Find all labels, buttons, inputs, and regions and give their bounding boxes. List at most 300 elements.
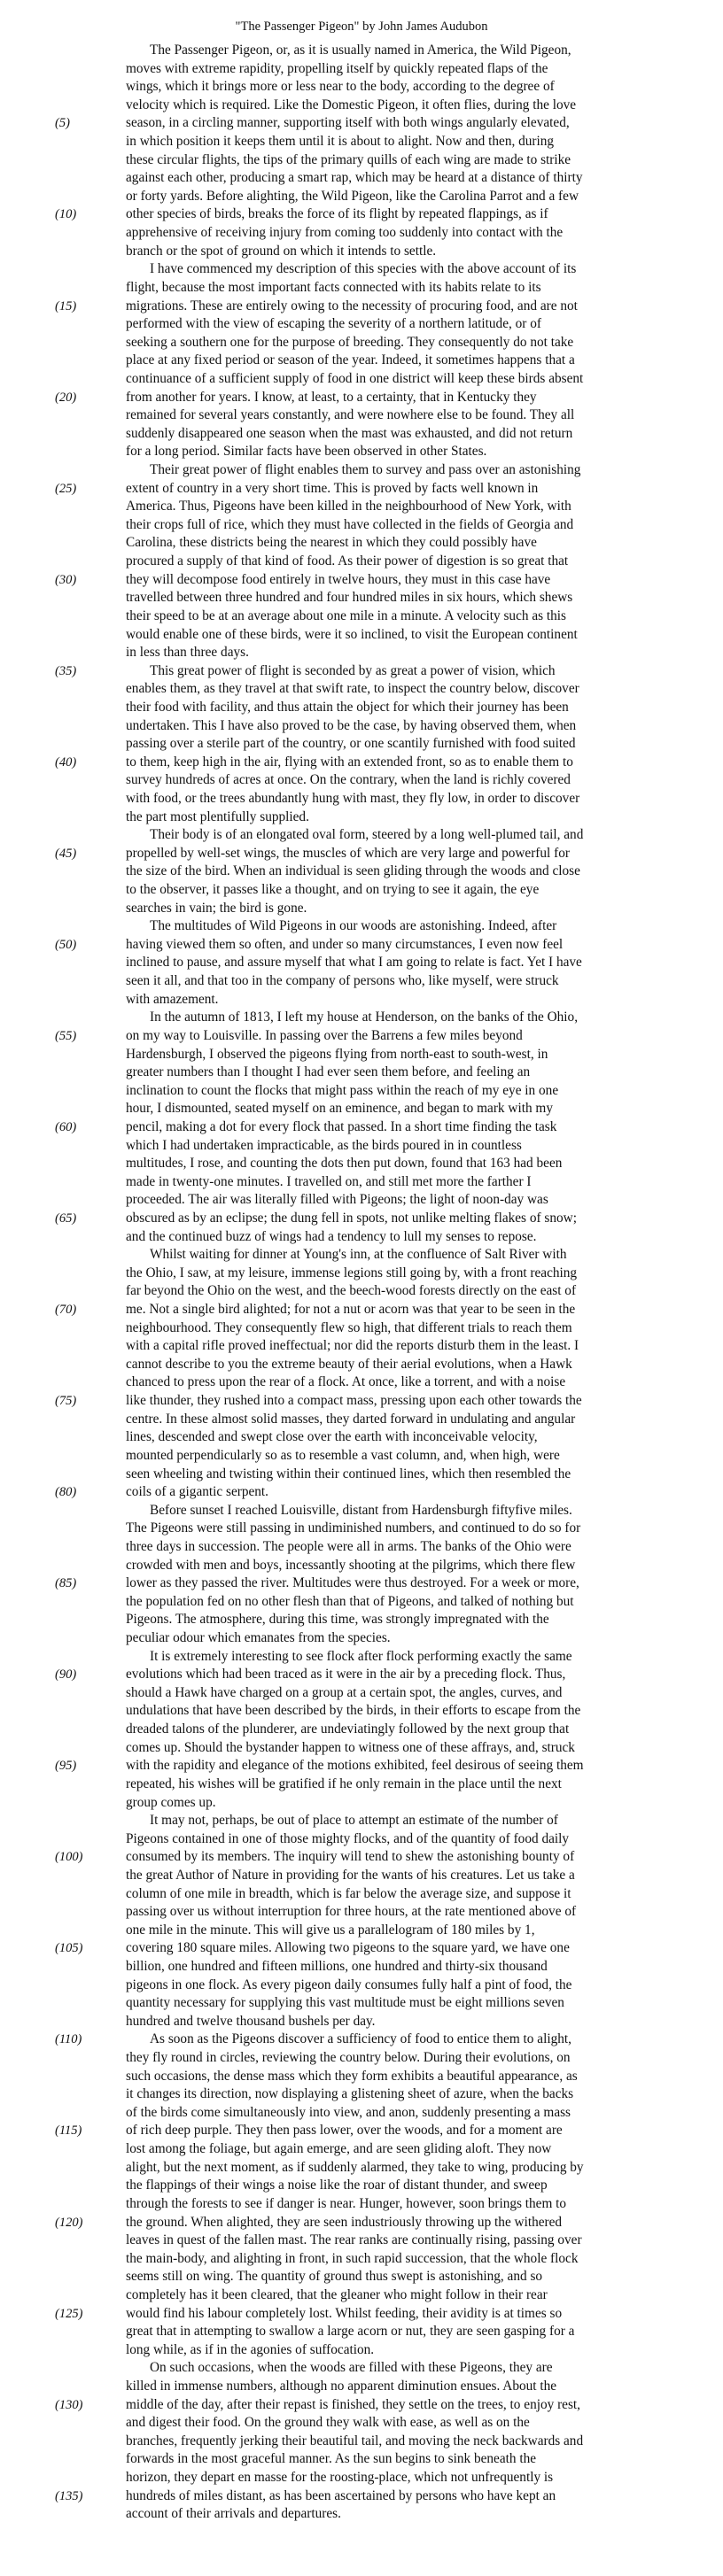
text-line: [55, 2122, 668, 2140]
line-text: to them, keep high in the air, flying with an extended front, so as to enable them to: [126, 754, 573, 770]
text-line: [55, 1520, 668, 1538]
line-number: (105): [55, 1941, 83, 1956]
line-text: these circular flights, the tips of the primary quills of each wing are made to strike: [126, 151, 571, 167]
text-line: [55, 1337, 668, 1356]
line-number: (95): [55, 1759, 77, 1774]
line-text: from another for years. I know, at least, to a certainty, that in Kentucky they: [126, 389, 537, 405]
line-number: (15): [55, 298, 77, 313]
line-text: crowded with men and boys, incessantly shooting at the pilgrims, which there flew: [126, 1557, 576, 1573]
line-text: which I had undertaken impracticable, as the birds poured in in countless: [126, 1137, 522, 1153]
line-text: chanced to press upon the rear of a flock. At once, like a torrent, and with a noise: [126, 1374, 566, 1390]
line-text: dreaded talons of the plunderer, are undeviatingly followed by the next group that: [126, 1721, 570, 1737]
line-text: Their body is of an elongated oval form, steered by a long well-plumed tail, and: [150, 827, 584, 843]
line-text: to the observer, it passes like a thought, and on trying to see it again, the eye: [126, 882, 540, 898]
text-line: [55, 1922, 668, 1940]
line-text: in which position it keeps them until it is about to alight. Now and then, during: [126, 134, 555, 150]
text-line: [55, 1702, 668, 1721]
text-line: [55, 2232, 668, 2250]
line-number: (100): [55, 1850, 83, 1865]
line-text: billion, one hundred and fifteen millions, one hundred and thirty-six thousand: [126, 1958, 548, 1974]
line-text: It is extremely interesting to see flock after flock performing exactly the same: [150, 1648, 572, 1664]
line-text: alight, but the next moment, as if suddenly alarmed, they take to wing, producing by: [126, 2159, 584, 2175]
line-text: survey hundreds of acres at once. On the contrary, when the land is richly covered: [126, 772, 571, 788]
text-line: [55, 972, 668, 991]
line-text: having viewed them so often, and under so many circumstances, I even now feel: [126, 936, 564, 952]
text-line: [55, 2268, 668, 2286]
line-text: Pigeons contained in one of those mighty flocks, and of the quantity of food daily: [126, 1830, 570, 1846]
line-number: (55): [55, 1028, 77, 1043]
text-line: [55, 97, 668, 115]
text-line: [55, 808, 668, 827]
line-text: the size of the bird. When an individual is seen gliding through the woods and close: [126, 863, 580, 879]
line-text: me. Not a single bird alighted; for not a nut or acorn was that year to be seen in the: [126, 1302, 576, 1318]
line-text: apprehensive of receiving injury from coming too suddenly into contact with the: [126, 225, 564, 241]
text-line: [55, 1739, 668, 1758]
text-line: [55, 917, 668, 936]
line-text: obscured as by an eclipse; the dung fell in spots, not unlike melting flakes of snow;: [126, 1211, 577, 1226]
line-text: with the rapidity and elegance of the motions exhibited, feel desirous of seeing them: [126, 1758, 584, 1774]
line-text: the part most plentifully supplied.: [126, 808, 309, 824]
line-text: seen it all, and that too in the company of persons who, like myself, were struck: [126, 973, 559, 989]
text-line: [55, 735, 668, 754]
text-line: [55, 1885, 668, 1904]
line-text: in less than three days.: [126, 645, 249, 661]
text-line: [55, 2305, 668, 2324]
text-line: [55, 498, 668, 516]
text-line: [55, 1265, 668, 1283]
text-line: [55, 443, 668, 461]
text-line: [55, 1373, 668, 1392]
line-text: the ground. When alighted, they are seen industriously throwing up the withered: [126, 2214, 563, 2230]
text-line: [55, 1976, 668, 1995]
line-text: repeated, his wishes will be gratified if he only remain in the place until the next: [126, 1775, 562, 1791]
line-text: forwards in the most graceful manner. As the sun begins to sink beneath the: [126, 2451, 537, 2467]
line-text: the population fed on no other flesh than that of Pigeons, and talked of nothing but: [126, 1593, 574, 1609]
line-text: The Passenger Pigeon, or, as it is usually named in America, the Wild Pigeon,: [150, 43, 571, 58]
text-line: [55, 553, 668, 571]
text-line: [55, 1210, 668, 1228]
text-line: [55, 1794, 668, 1813]
line-text: This great power of flight is seconded by as great a power of vision, which: [150, 662, 556, 678]
line-text: season, in a circling manner, supporting itself with both wings angularly elevated,: [126, 115, 570, 131]
text-line: [55, 389, 668, 407]
line-text: seeking a southern one for the purpose of breeding. They consequently do not take: [126, 334, 574, 350]
text-line: [55, 2031, 668, 2049]
text-line: [55, 991, 668, 1010]
document-title: "The Passenger Pigeon" by John James Audubon: [235, 19, 488, 34]
text-line: [55, 151, 668, 170]
text-line: [55, 1282, 668, 1301]
text-line: [55, 1939, 668, 1958]
line-text: branch or the spot of ground on which it intends to settle.: [126, 243, 437, 259]
text-line: [55, 2140, 668, 2159]
line-text: place at any fixed period or season of the year. Indeed, it sometimes happens that a: [126, 352, 575, 368]
line-text: The multitudes of Wild Pigeons in our woods are astonishing. Indeed, after: [150, 918, 557, 934]
line-text: of rich deep purple. They then pass lower, over the woods, and for a moment are: [126, 2123, 563, 2139]
line-text: Carolina, these districts being the nearest in which they could possibly have: [126, 535, 537, 551]
line-text: remained for several years constantly, and were nowhere else to be found. They all: [126, 407, 575, 423]
line-text: performed with the view of escaping the severity of a northern latitude, or of: [126, 316, 541, 332]
text-line: [55, 2359, 668, 2378]
text-line: [55, 1046, 668, 1064]
line-text: they fly round in circles, reviewing the country below. During their evolutions, on: [126, 2050, 571, 2066]
text-line: [55, 2159, 668, 2178]
text-line: [55, 169, 668, 188]
text-line: [55, 1538, 668, 1557]
text-line: [55, 1775, 668, 1794]
line-text: three days in succession. The people were all in arms. The banks of the Ohio were: [126, 1538, 571, 1554]
line-text: coils of a gigantic serpent.: [126, 1484, 268, 1500]
line-text: would enable one of these birds, were it so inclined, to visit the European continent: [126, 626, 578, 642]
line-text: On such occasions, when the woods are filled with these Pigeons, they are: [150, 2360, 553, 2376]
line-text: enables them, as they travel at that swift rate, to inspect the country below, discover: [126, 681, 579, 697]
line-text: Whilst waiting for dinner at Young's inn, at the confluence of Salt River with: [150, 1247, 567, 1263]
line-text: the great Author of Nature in providing for the wants of his creatures. Let us take a: [126, 1867, 575, 1883]
text-line: [55, 1611, 668, 1629]
text-line: [55, 954, 668, 972]
text-line: [55, 900, 668, 918]
text-line: [55, 205, 668, 224]
text-line: [55, 845, 668, 863]
text-line: [55, 1100, 668, 1118]
line-text: It may not, perhaps, be out of place to attempt an estimate of the number of: [150, 1813, 558, 1829]
text-line: [55, 2433, 668, 2451]
text-line: [55, 1757, 668, 1775]
text-line: [55, 680, 668, 699]
line-number: (65): [55, 1211, 77, 1226]
line-text: seems still on wing. The quantity of ground thus swept is astonishing, and so: [126, 2269, 543, 2285]
text-line: [55, 2396, 668, 2415]
line-number: (135): [55, 2488, 83, 2503]
line-text: great that in attempting to swallow a large acorn or nut, they are seen gasping for a: [126, 2324, 575, 2340]
line-text: would find his labour completely lost. Whilst feeding, their avidity is at times so: [126, 2305, 563, 2321]
text-line: [55, 2450, 668, 2469]
text-line: [55, 1301, 668, 1319]
line-text: middle of the day, after their repast is finished, they settle on the trees, to enjoy rest,: [126, 2396, 580, 2412]
line-text: I have commenced my description of this species with the above account of its: [150, 261, 577, 277]
text-line: [55, 315, 668, 334]
text-line: [55, 1574, 668, 1593]
line-text: evolutions which had been traced as it were in the air by a preceding flock. Thus,: [126, 1667, 566, 1683]
text-line: [55, 1411, 668, 1429]
line-text: moves with extreme rapidity, propelling itself by quickly repeated flaps of the: [126, 60, 548, 76]
line-text: passing over us without interruption for three hours, at the rate mentioned above of: [126, 1904, 577, 1920]
line-text: pencil, making a dot for every flock that passed. In a short time finding the task: [126, 1118, 557, 1134]
text-line: [55, 644, 668, 662]
line-text: their speed to be at an average about one mile in a minute. A velocity such as this: [126, 607, 567, 623]
line-text: The Pigeons were still passing in undiminished numbers, and continued to do so for: [126, 1520, 581, 1536]
text-line: [55, 1246, 668, 1265]
text-line: [55, 1648, 668, 1667]
line-text: procured a supply of that kind of food. As their power of digestion is so great that: [126, 553, 569, 569]
text-line: [55, 1812, 668, 1830]
text-line: [55, 1867, 668, 1885]
line-number: (115): [55, 2123, 82, 2139]
text-line: [55, 1064, 668, 1082]
text-line: [55, 699, 668, 717]
text-line: [55, 2378, 668, 2396]
line-text: branches, frequently jerking their beautiful tail, and moving the neck backwards and: [126, 2433, 584, 2448]
line-text: searches in vain; the bird is gone.: [126, 900, 307, 916]
text-line: [55, 133, 668, 151]
text-line: [55, 2250, 668, 2269]
line-text: should a Hawk have charged on a group at a certain spot, the angles, curves, and: [126, 1684, 563, 1700]
line-number: (50): [55, 937, 77, 952]
text-line: [55, 1994, 668, 2013]
text-line: [55, 352, 668, 370]
line-text: for a long period. Similar facts have been observed in other States.: [126, 444, 487, 460]
text-line: [55, 298, 668, 316]
line-text: Pigeons. The atmosphere, during this time, was strongly impregnated with the: [126, 1612, 549, 1628]
text-line: [55, 1082, 668, 1101]
text-line: [55, 2214, 668, 2232]
text-line: [55, 826, 668, 845]
line-number: (110): [55, 2032, 82, 2047]
line-number: (70): [55, 1303, 77, 1318]
line-text: flight, because the most important facts connected with its habits relate to its: [126, 279, 541, 295]
line-text: long while, as if in the agonies of suffocation.: [126, 2341, 375, 2357]
line-number: (45): [55, 846, 77, 861]
text-line: [55, 1830, 668, 1849]
line-text: covering 180 square miles. Allowing two pigeons to the square yard, we have one: [126, 1940, 570, 1956]
text-line: [55, 1848, 668, 1867]
text-line: [55, 2049, 668, 2068]
text-line: [55, 2104, 668, 2123]
line-text: As soon as the Pigeons discover a sufficiency of food to entice them to alight,: [150, 2031, 571, 2047]
text-line: [55, 461, 668, 480]
text-line: [55, 42, 668, 60]
line-number: (130): [55, 2397, 83, 2412]
text-line: [55, 2505, 668, 2524]
text-line: [55, 260, 668, 279]
line-text: In the autumn of 1813, I left my house at Henderson, on the banks of the Ohio,: [150, 1010, 579, 1025]
line-number: (80): [55, 1485, 77, 1500]
text-line: [55, 1721, 668, 1739]
text-line: [55, 1009, 668, 1027]
line-text: hour, I dismounted, seated myself on an eminence, and began to mark with my: [126, 1101, 553, 1117]
text-line: [55, 370, 668, 389]
line-text: passing over a sterile part of the country, or one scantily furnished with food suited: [126, 736, 576, 752]
line-text: such occasions, the dense mass which they form exhibits a beautiful appearance, as: [126, 2068, 578, 2084]
text-line: [55, 1173, 668, 1192]
text-line: [55, 2177, 668, 2195]
text-line: [55, 790, 668, 808]
text-line: [55, 224, 668, 243]
line-number: (5): [55, 116, 70, 131]
line-text: migrations. These are entirely owing to the necessity of procuring food, and are not: [126, 298, 578, 313]
line-number: (60): [55, 1119, 77, 1134]
text-line: [55, 1447, 668, 1466]
line-text: centre. In these almost solid masses, they darted forward in undulating and angular: [126, 1411, 576, 1427]
line-text: Hardensburgh, I observed the pigeons flying from north-east to south-west, in: [126, 1046, 548, 1062]
line-text: continuance of a sufficient supply of food in one district will keep these birds absent: [126, 370, 584, 386]
line-text: against each other, producing a smart rap, which may be heard at a distance of thirty: [126, 170, 583, 186]
line-text: their food with facility, and thus attain the object for which their journey has been: [126, 699, 569, 715]
passage-text: [55, 42, 668, 2524]
text-line: [55, 1392, 668, 1411]
text-line: [55, 607, 668, 626]
text-line: [55, 78, 668, 97]
line-number: (120): [55, 2215, 83, 2230]
text-line: [55, 589, 668, 607]
line-text: Their great power of flight enables them to survey and pass over an astonishing: [150, 462, 581, 478]
line-text: greater numbers than I thought I had ever seen them before, and feeling an: [126, 1064, 531, 1080]
line-number: (75): [55, 1394, 77, 1409]
line-text: group comes up.: [126, 1794, 216, 1810]
text-line: [55, 2068, 668, 2086]
text-line: [55, 2469, 668, 2487]
line-text: comes up. Should the bystander happen to witness one of these affrays, and, struck: [126, 1739, 575, 1755]
line-text: travelled between three hundred and four hundred miles in six hours, which shews: [126, 590, 573, 606]
text-line: [55, 1118, 668, 1137]
text-line: [55, 425, 668, 444]
line-text: and the continued buzz of wings had a tendency to lull my senses to repose.: [126, 1228, 537, 1244]
text-line: [55, 1319, 668, 1338]
text-line: [55, 2013, 668, 2031]
text-line: [55, 516, 668, 535]
line-text: leaves in quest of the fallen mast. The rear ranks are continually rising, passing over: [126, 2232, 582, 2248]
text-line: [55, 2085, 668, 2104]
text-line: [55, 1502, 668, 1520]
text-line: [55, 1466, 668, 1484]
line-text: lines, descended and swept close over the earth with inconceivable velocity,: [126, 1429, 538, 1445]
line-text: one mile in the minute. This will give us a parallelogram of 180 miles by 1,: [126, 1922, 535, 1938]
line-number: (85): [55, 1576, 77, 1591]
line-text: cannot describe to you the extreme beauty of their aerial evolutions, when a Hawk: [126, 1356, 572, 1372]
line-text: proceeded. The air was literally filled with Pigeons; the light of noon-day was: [126, 1192, 548, 1208]
line-text: undulations that have been described by the birds, in their efforts to escape from the: [126, 1703, 581, 1719]
text-line: [55, 406, 668, 425]
line-text: column of one mile in breadth, which is far below the average size, and suppose it: [126, 1885, 571, 1901]
text-line: [55, 662, 668, 681]
line-text: through the forests to see if danger is near. Hunger, however, soon brings them to: [126, 2195, 567, 2211]
line-text: propelled by well-set wings, the muscles of which are very large and powerful for: [126, 845, 570, 861]
line-text: their crops full of rice, which they must have collected in the fields of Georgia and: [126, 516, 574, 532]
text-line: [55, 626, 668, 645]
line-text: hundred and twelve thousand bushels per day.: [126, 2013, 376, 2029]
line-text: inclined to pause, and assure myself that what I am going to relate is fact. Yet I have: [126, 955, 582, 971]
text-line: [55, 1191, 668, 1210]
line-text: peculiar odour which emanates from the species.: [126, 1630, 391, 1646]
text-line: [55, 2341, 668, 2360]
text-line: [55, 1903, 668, 1922]
line-number: (25): [55, 481, 77, 496]
line-text: Before sunset I reached Louisville, distant from Hardensburgh fiftyfive miles.: [150, 1502, 572, 1518]
line-text: neighbourhood. They consequently flew so high, that different trials to reach them: [126, 1319, 572, 1335]
line-number: (90): [55, 1667, 77, 1683]
line-text: it changes its direction, now displaying a glistening sheet of azure, when the backs: [126, 2086, 574, 2102]
text-line: [55, 1155, 668, 1173]
line-text: with a capital rifle proved ineffectual; nor did the reports disturb them in the least. I: [126, 1338, 579, 1354]
text-line: [55, 2414, 668, 2433]
text-line: [55, 1629, 668, 1648]
text-line: [55, 60, 668, 79]
text-line: [55, 1666, 668, 1684]
line-text: pigeons in one flock. As every pigeon daily consumes fully half a pint of food, the: [126, 1976, 572, 1992]
line-text: extent of country in a very short time. This is proved by facts well known in: [126, 480, 539, 496]
line-text: wings, which it brings more or less near to the body, according to the degree of: [126, 79, 555, 95]
text-line: [55, 936, 668, 955]
text-line: [55, 771, 668, 790]
line-text: other species of birds, breaks the force of its flight by repeated flappings, as if: [126, 206, 548, 222]
line-number: (40): [55, 754, 77, 770]
line-text: made in twenty-one minutes. I travelled on, and still met more the farther I: [126, 1173, 532, 1189]
line-text: lost among the foliage, but again emerge, and are seen gliding aloft. They now: [126, 2141, 552, 2157]
text-line: [55, 717, 668, 736]
text-line: [55, 480, 668, 499]
text-line: [55, 571, 668, 590]
text-line: [55, 1356, 668, 1374]
text-line: [55, 534, 668, 553]
line-text: far beyond the Ohio on the west, and the beech-wood forests directly on the east of: [126, 1283, 577, 1299]
text-line: [55, 1958, 668, 1976]
line-text: on my way to Louisville. In passing over the Barrens a few miles beyond: [126, 1027, 523, 1043]
text-line: [55, 1483, 668, 1502]
text-line: [55, 279, 668, 298]
text-line: [55, 1428, 668, 1447]
line-text: the main-body, and alighting in front, in such rapid succession, that the whole flock: [126, 2250, 579, 2266]
text-line: [55, 1027, 668, 1046]
line-text: suddenly disappeared one season when the mast was exhausted, and did not return: [126, 425, 573, 441]
line-number: (35): [55, 663, 77, 678]
line-text: like thunder, they rushed into a compact mass, pressing upon each other towards the: [126, 1393, 582, 1409]
line-text: quantity necessary for supplying this vast multitude must be eight millions seven: [126, 1995, 564, 2011]
line-text: or forty yards. Before alighting, the Wild Pigeon, like the Carolina Parrot and a few: [126, 188, 579, 204]
text-line: [55, 2195, 668, 2214]
line-number: (20): [55, 390, 77, 405]
line-text: with amazement.: [126, 991, 219, 1007]
text-line: [55, 243, 668, 261]
line-text: and digest their food. On the ground they walk with ease, as well as on the: [126, 2415, 530, 2431]
line-text: horizon, they depart en masse for the roosting-place, which not unfrequently is: [126, 2470, 554, 2486]
line-text: consumed by its members. The inquiry will tend to shew the astonishing bounty of: [126, 1849, 575, 1865]
line-number: (125): [55, 2306, 83, 2321]
line-text: completely has it been cleared, that the gleaner who might follow in their rear: [126, 2286, 548, 2302]
line-text: with food, or the trees abundantly hung with mast, they fly low, in order to discover: [126, 790, 580, 806]
line-text: multitudes, I rose, and counting the dots then put down, found that 163 had been: [126, 1156, 563, 1172]
text-line: [55, 2487, 668, 2506]
text-line: [55, 863, 668, 881]
text-line: [55, 1593, 668, 1612]
text-line: [55, 334, 668, 352]
text-line: [55, 2286, 668, 2305]
line-text: undertaken. This I have also proved to be the case, by having observed them, when: [126, 717, 577, 733]
text-line: [55, 2323, 668, 2341]
line-text: seen wheeling and twisting within their continued lines, which then resembled the: [126, 1466, 571, 1481]
text-line: [55, 754, 668, 772]
text-line: [55, 114, 668, 133]
line-text: of the birds come simultaneously into view, and anon, suddenly presenting a mass: [126, 2104, 571, 2120]
line-text: account of their arrivals and departures.: [126, 2506, 341, 2522]
line-number: (30): [55, 572, 77, 587]
text-line: [55, 881, 668, 900]
line-text: velocity which is required. Like the Domestic Pigeon, it often flies, during the love: [126, 97, 577, 112]
line-text: mounted perpendicularly so as to resemble a vast column, and, when high, were: [126, 1447, 560, 1463]
line-text: they will decompose food entirely in twelve hours, they must in this case have: [126, 571, 551, 587]
text-line: [55, 188, 668, 206]
line-text: lower as they passed the river. Multitudes were thus destroyed. For a week or more,: [126, 1575, 579, 1591]
text-line: [55, 1228, 668, 1247]
text-line: [55, 1684, 668, 1703]
text-line: [55, 1137, 668, 1156]
line-text: the flappings of their wings a noise like the roar of distant thunder, and sweep: [126, 2178, 548, 2193]
line-text: killed in immense numbers, although no apparent diminution ensues. About the: [126, 2379, 557, 2394]
line-text: hundreds of miles distant, as has been ascertained by persons who have kept an: [126, 2487, 556, 2503]
line-text: inclination to count the flocks that might pass within the reach of my eye in one: [126, 1082, 559, 1098]
line-number: (10): [55, 207, 77, 222]
line-text: the Ohio, I saw, at my leisure, immense legions still going by, with a front reaching: [126, 1265, 578, 1280]
text-line: [55, 1557, 668, 1575]
